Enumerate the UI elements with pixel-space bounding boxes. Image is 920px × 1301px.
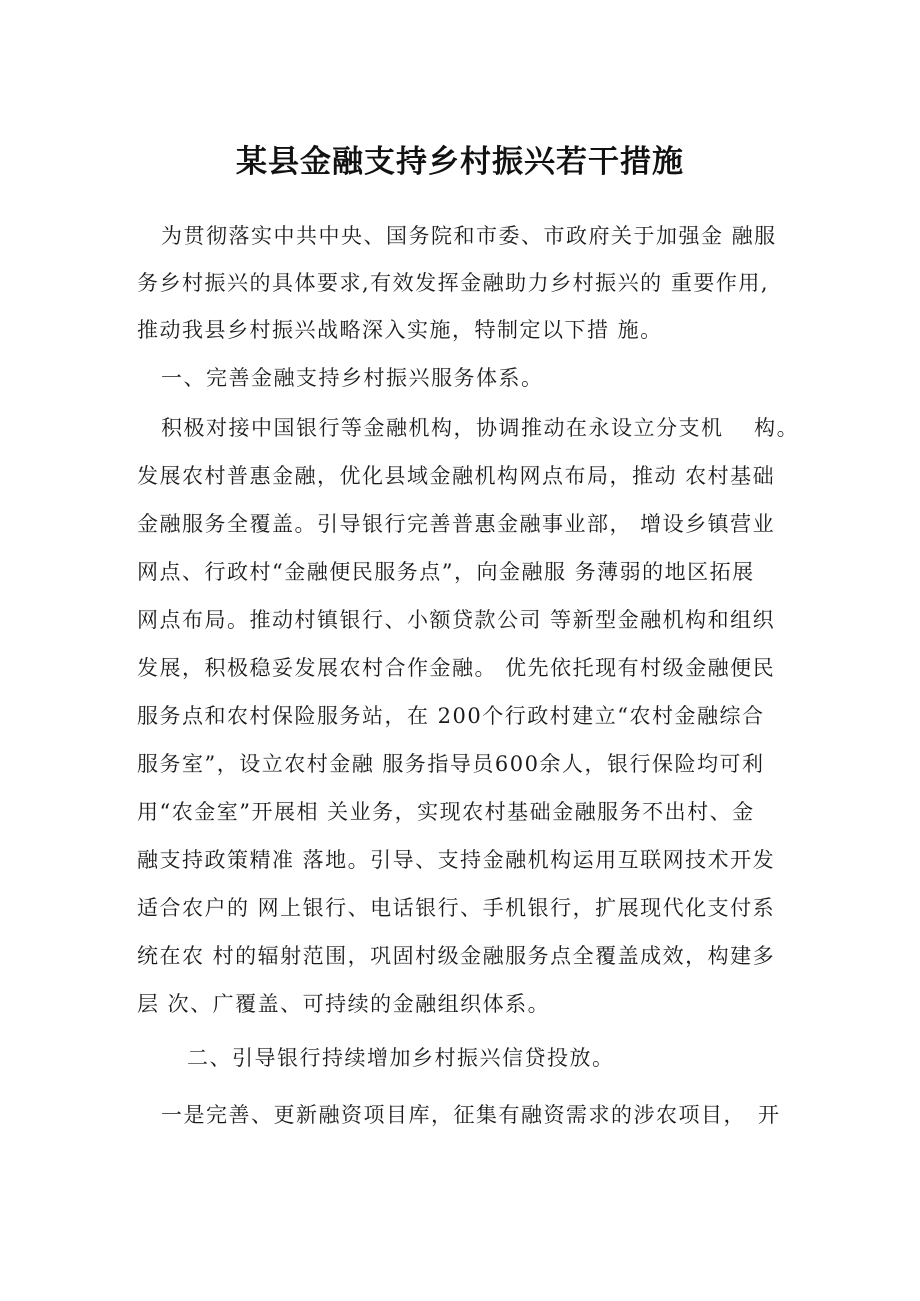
- paragraph-line: 网点、行政村“金融便民服务点”，向金融服 务薄弱的地区拓展: [137, 560, 755, 584]
- paragraph-line: 用“农金室”开展相 关业务，实现农村基础金融服务不出村、金: [137, 800, 755, 824]
- paragraph-line: 发展农村普惠金融，优化县域金融机构网点布局，推动 农村基础: [137, 464, 776, 488]
- section-heading: 一、完善金融支持乡村振兴服务体系。: [161, 366, 544, 390]
- document-title: 某县金融支持乡村振兴若干措施: [236, 144, 684, 180]
- paragraph-line: 发展，积极稳妥发展农村合作金融。 优先依托现有村级金融便民: [137, 656, 776, 680]
- paragraph-line: 为贯彻落实中共中央、国务院和市委、市政府关于加强金 融服: [161, 224, 777, 248]
- paragraph-line: 统在农 村的辐射范围，巩固村级金融服务点全覆盖成效，构建多: [137, 944, 776, 968]
- paragraph-line: 网点布局。推动村镇银行、小额贷款公司 等新型金融机构和组织: [137, 608, 776, 632]
- paragraph-line: 务乡村振兴的具体要求,有效发挥金融助力乡村振兴的 重要作用,: [137, 271, 770, 295]
- paragraph-line: 推动我县乡村振兴战略深入实施，特制定以下措 施。: [137, 318, 663, 342]
- paragraph-line: 金融服务全覆盖。引导银行完善普惠金融事业部， 增设乡镇营业: [137, 512, 776, 536]
- paragraph-line: 服务点和农村保险服务站，在 200个行政村建立“农村金融综合: [137, 704, 765, 728]
- paragraph-line: 服务室”，设立农村金融 服务指导员600余人，银行保险均可利: [137, 752, 765, 776]
- section-heading: 二、引导银行持续增加乡村振兴信贷投放。: [187, 1046, 615, 1070]
- paragraph-line: 融支持政策精准 落地。引导、支持金融机构运用互联网技术开发: [137, 848, 776, 872]
- paragraph-line: 积极对接中国银行等金融机构，协调推动在永设立分支机 构。: [161, 416, 800, 440]
- paragraph-line: 适合农户的 网上银行、电话银行、手机银行，扩展现代化支付系: [137, 896, 776, 920]
- paragraph-line: 一是完善、更新融资项目库，征集有融资需求的涉农项目， 开: [161, 1103, 781, 1127]
- paragraph-line: 层 次、广覆盖、可持续的金融组织体系。: [137, 992, 551, 1016]
